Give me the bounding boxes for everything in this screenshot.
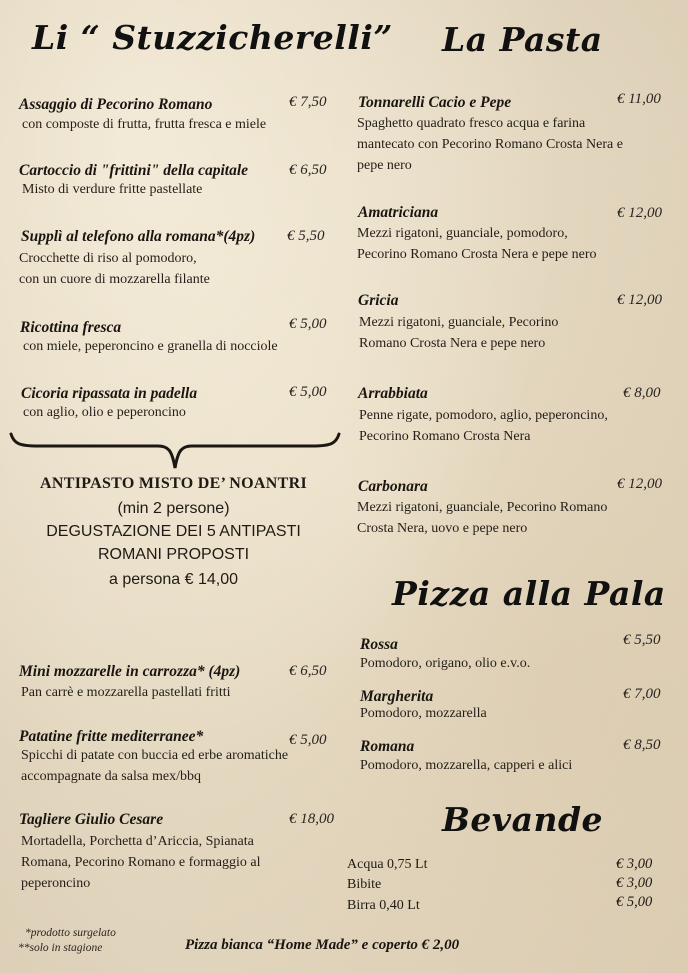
item-name: Cicoria ripassata in padella [21, 385, 198, 402]
item-price: € 8,50 [623, 737, 661, 753]
item-description: Pecorino Romano Crosta Nera e pepe nero [357, 247, 597, 262]
item-name: Cartoccio di "frittini" della capitale [19, 162, 249, 179]
item-name: Margherita [360, 688, 434, 705]
item-price: € 12,00 [617, 476, 662, 492]
item-price: € 11,00 [617, 91, 661, 107]
item-description: con aglio, olio e peperoncino [23, 405, 186, 420]
drink-name: Acqua 0,75 Lt [347, 857, 428, 872]
item-description: Pecorino Romano Crosta Nera [359, 429, 531, 444]
item-description: con miele, peperoncino e granella di nocciole [23, 339, 278, 354]
item-name: Carbonara [358, 478, 428, 495]
drink-price: € 3,00 [616, 856, 653, 872]
drink-name: Birra 0,40 Lt [347, 898, 420, 913]
heading-pizza: Pizza alla Pala [392, 574, 666, 613]
item-description: Mortadella, Porchetta d’Ariccia, Spianata [21, 834, 254, 849]
item-description: mantecato con Pecorino Romano Crosta Nera e [357, 137, 623, 152]
item-name: Patatine fritte mediterranee* [19, 728, 204, 745]
heading-stuzzicherelli: Li “ Stuzzicherelli” [32, 18, 393, 57]
item-description: Spaghetto quadrato fresco acqua e farina [357, 116, 586, 131]
antipasto-line: DEGUSTAZIONE DEI 5 ANTIPASTI [46, 523, 301, 540]
item-price: € 5,00 [289, 316, 327, 332]
antipasto-title: ANTIPASTO MISTO DE’ NOANTRI [40, 475, 307, 492]
item-price: € 12,00 [617, 205, 662, 221]
drink-name: Bibite [347, 877, 382, 892]
heading-bevande: Bevande [442, 800, 604, 839]
antipasto-line: (min 2 persone) [117, 500, 230, 517]
item-price: € 12,00 [617, 292, 662, 308]
item-name: Tonnarelli Cacio e Pepe [358, 94, 512, 111]
item-description: Mezzi rigatoni, guanciale, Pecorino [359, 315, 559, 330]
item-price: € 18,00 [289, 811, 334, 827]
item-description: Misto di verdure fritte pastellate [22, 182, 203, 197]
item-description: Pomodoro, origano, olio e.v.o. [360, 656, 531, 671]
item-description: Pomodoro, mozzarella [360, 706, 487, 721]
item-name: Romana [360, 738, 415, 755]
item-price: € 6,50 [289, 162, 327, 178]
item-description: Pomodoro, mozzarella, capperi e alici [360, 758, 573, 773]
item-description: con composte di frutta, frutta fresca e miele [22, 117, 267, 132]
bracket-divider [8, 428, 342, 472]
item-price: € 8,00 [623, 385, 661, 401]
item-description: Spicchi di patate con buccia ed erbe aromatiche [21, 748, 289, 763]
antipasto-price: a persona € 14,00 [109, 571, 238, 588]
item-name: Gricia [358, 292, 399, 309]
item-price: € 5,50 [623, 632, 661, 648]
item-name: Supplì al telefono alla romana*(4pz) [21, 228, 256, 245]
drink-price: € 5,00 [616, 894, 653, 910]
item-description: Pan carrè e mozzarella pastellati fritti [21, 685, 231, 700]
item-description: accompagnate da salsa mex/bbq [21, 769, 201, 784]
item-price: € 7,50 [289, 94, 327, 110]
item-description: Crosta Nera, uovo e pepe nero [357, 521, 528, 536]
item-price: € 5,00 [289, 384, 327, 400]
item-description: Romana, Pecorino Romano e formaggio al [21, 855, 261, 870]
item-price: € 5,00 [289, 732, 327, 748]
item-description: peperoncino [21, 876, 91, 891]
item-name: Ricottina fresca [20, 319, 122, 336]
heading-pasta: La Pasta [442, 20, 603, 59]
item-description: pepe nero [357, 158, 412, 173]
item-name: Assaggio di Pecorino Romano [19, 96, 213, 113]
item-name: Mini mozzarelle in carrozza* (4pz) [19, 663, 241, 680]
item-price: € 6,50 [289, 663, 327, 679]
item-description: Crocchette di riso al pomodoro, [19, 251, 197, 266]
note-stagione: **solo in stagione [18, 942, 103, 954]
drink-price: € 3,00 [616, 875, 653, 891]
item-price: € 5,50 [287, 228, 325, 244]
note-surgelato: *prodotto surgelato [25, 927, 116, 939]
item-description: Romano Crosta Nera e pepe nero [359, 336, 546, 351]
item-name: Tagliere Giulio Cesare [19, 811, 164, 828]
antipasto-line: ROMANI PROPOSTI [97, 546, 250, 563]
footer-note: Pizza bianca “Home Made” e coperto € 2,00 [185, 937, 460, 953]
item-description: con un cuore di mozzarella filante [19, 272, 210, 287]
item-price: € 7,00 [623, 686, 661, 702]
item-name: Arrabbiata [358, 385, 428, 402]
item-name: Rossa [360, 636, 398, 653]
item-description: Penne rigate, pomodoro, aglio, peperoncino, [359, 408, 608, 423]
item-name: Amatriciana [358, 204, 439, 221]
item-description: Mezzi rigatoni, guanciale, pomodoro, [357, 226, 568, 241]
item-description: Mezzi rigatoni, guanciale, Pecorino Romano [357, 500, 608, 515]
